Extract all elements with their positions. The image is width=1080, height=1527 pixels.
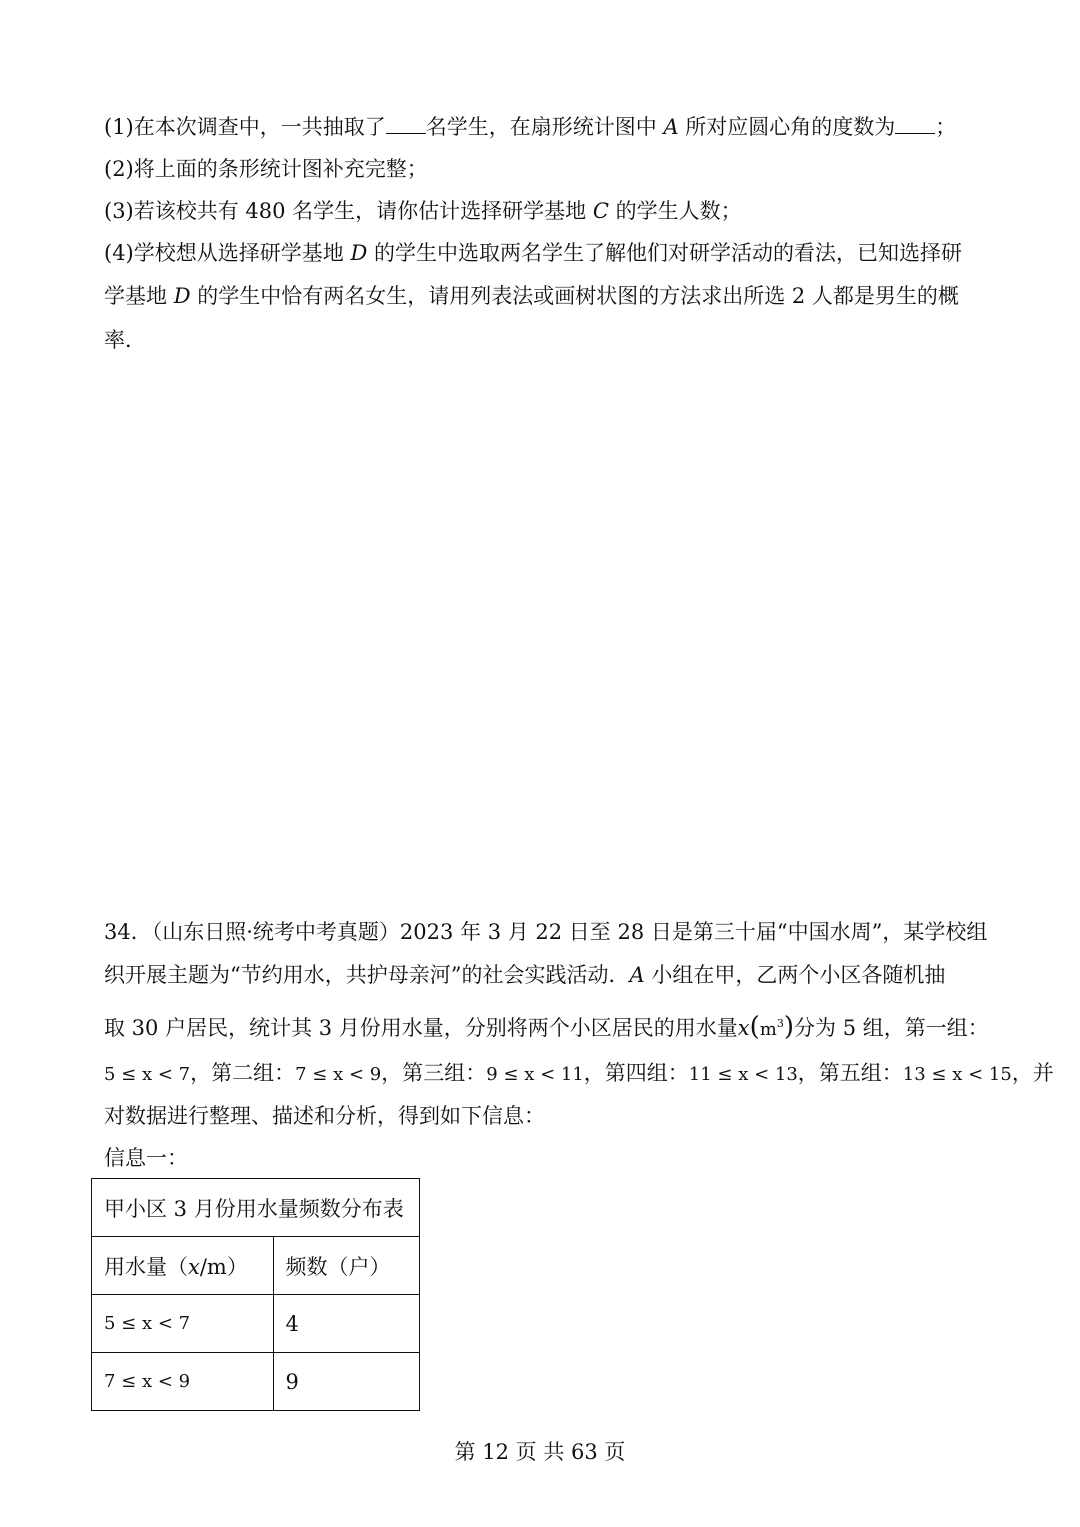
table-row xyxy=(92,1295,420,1353)
table-header-usage: 用水量（x/m） xyxy=(92,1237,274,1295)
table-header-count: 频数（户） xyxy=(273,1237,419,1295)
question-2: (2)将上面的条形统计图补充完整； xyxy=(104,157,428,181)
page-footer: 第 12 页 共 63 页 xyxy=(454,1440,626,1464)
table-row xyxy=(92,1353,420,1411)
info-one-label: 信息一： xyxy=(104,1146,188,1170)
table-title: 甲小区 3 月份用水量频数分布表 xyxy=(92,1179,420,1237)
answer-blank-2[interactable] xyxy=(895,113,935,134)
group-3-range: 9 ≤ x < 11 xyxy=(486,1064,584,1085)
group-1-range: 5 ≤ x < 7 xyxy=(104,1064,191,1085)
question-1: (1)在本次调查中，一共抽取了 名学生，在扇形统计图中 A 所对应圆心角的度数为 ； xyxy=(104,115,957,139)
group-2-range: 7 ≤ x < 9 xyxy=(295,1064,382,1085)
problem-34-line-2: 织开展主题为“节约用水，共护母亲河”的社会实践活动．A 小组在甲，乙两个小区各随机抽 xyxy=(104,963,946,987)
answer-blank-1[interactable] xyxy=(386,113,426,134)
table-cell-range: 7 ≤ x < 9 xyxy=(92,1353,274,1411)
table-cell-range: 5 ≤ x < 7 xyxy=(92,1295,274,1353)
question-4-line-2: 学基地 D 的学生中恰有两名女生，请用列表法或画树状图的方法求出所选 2 人都是男生的概 xyxy=(104,284,959,308)
problem-34-groups: 5 ≤ x < 7，第二组：7 ≤ x < 9，第三组：9 ≤ x < 11，第四组：11 ≤ x < 13，第五组：13 ≤ x < 15，并 xyxy=(104,1061,1054,1085)
frequency-table xyxy=(91,1178,420,1411)
problem-34-line-5: 对数据进行整理、描述和分析，得到如下信息： xyxy=(104,1104,545,1128)
problem-34-line-3: 取 30 户居民，统计其 3 月份用水量，分别将两个小区居民的用水量$x(m^3)$分为 5 组，第一组： xyxy=(104,1012,989,1042)
question-4-line-3: 率． xyxy=(104,328,146,352)
table-cell-count: 9 xyxy=(273,1353,419,1411)
table-cell-count: 4 xyxy=(273,1295,419,1353)
group-4-range: 11 ≤ x < 13 xyxy=(688,1064,798,1085)
question-3: (3)若该校共有 480 名学生，请你估计选择研学基地 C 的学生人数； xyxy=(104,199,742,223)
group-5-range: 13 ≤ x < 15 xyxy=(902,1064,1012,1085)
problem-34-line-1: 34．（山东日照·统考中考真题）2023 年 3 月 22 日至 28 日是第三十届“中国水周”，某学校组 xyxy=(104,920,988,944)
question-4-line-1: (4)学校想从选择研学基地 D 的学生中选取两名学生了解他们对研学活动的看法，已知选择研 xyxy=(104,241,962,265)
